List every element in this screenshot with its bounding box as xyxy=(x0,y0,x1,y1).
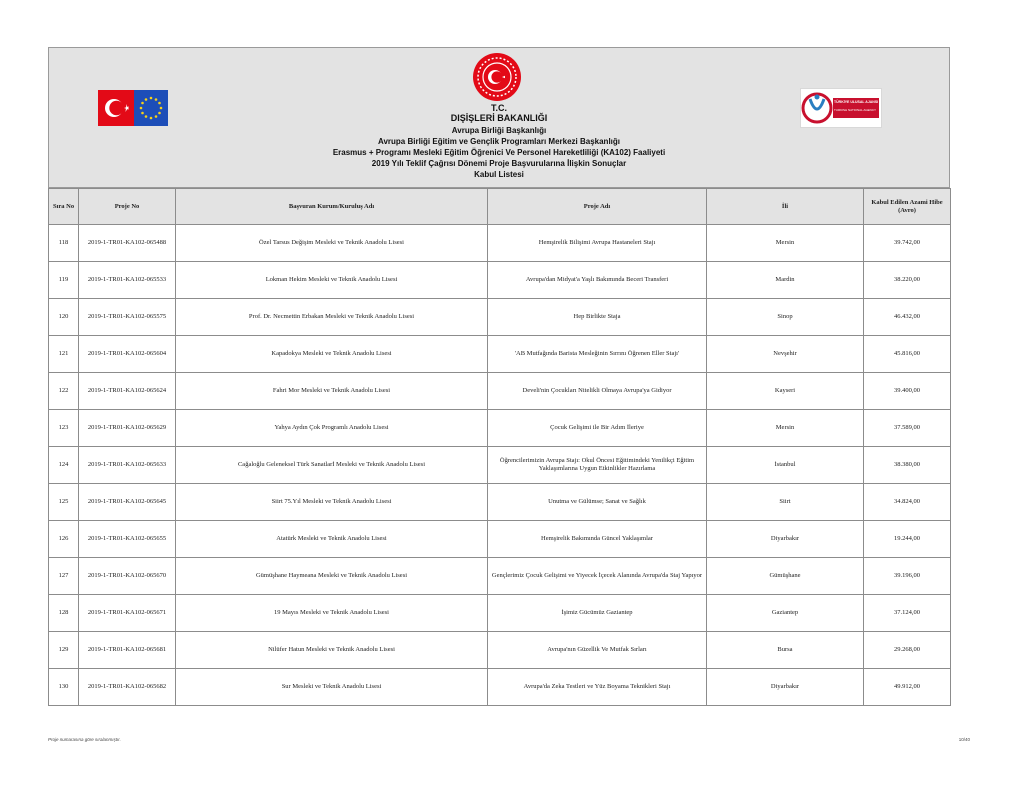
header-program: Erasmus + Programı Mesleki Eğitim Öğrenici Ve Personel Hareketliliği (KA102) Faaliyeti xyxy=(332,148,666,157)
cell-hibe: 38.380,00 xyxy=(864,447,951,484)
cell-sira-no: 129 xyxy=(49,632,79,669)
table-row xyxy=(49,373,951,410)
cell-sira-no: 121 xyxy=(49,336,79,373)
cell-proje-adi: Çocuk Gelişimi ile Bir Adım İleriye xyxy=(488,410,707,447)
cell-proje-adi: Develi'nin Çocukları Nitelikli Olmaya Avrupa'ya Gidiyor xyxy=(488,373,707,410)
cell-sira-no: 127 xyxy=(49,558,79,595)
cell-il: İstanbul xyxy=(707,447,864,484)
ministry-seal-icon xyxy=(472,52,522,102)
cell-kurum: Sur Mesleki ve Teknik Anadolu Lisesi xyxy=(176,669,488,706)
cell-il: Mersin xyxy=(707,410,864,447)
cell-il: Siirt xyxy=(707,484,864,521)
table-row xyxy=(49,447,951,484)
header-call-results: 2019 Yılı Teklif Çağrısı Dönemi Proje Başvurularına İlişkin Sonuçlar xyxy=(371,159,627,168)
cell-proje-no: 2019-1-TR01-KA102-065533 xyxy=(79,262,176,299)
cell-kurum: Cağaloğlu Geleneksel Türk Sanatlarİ Mesleki ve Teknik Anadolu Lisesi xyxy=(176,447,488,484)
table-row xyxy=(49,669,951,706)
table-row xyxy=(49,225,951,262)
cell-hibe: 38.220,00 xyxy=(864,262,951,299)
column-header-proje-adi: Proje Adı xyxy=(488,189,707,225)
table-row xyxy=(49,484,951,521)
table-row xyxy=(49,521,951,558)
cell-hibe: 29.268,00 xyxy=(864,632,951,669)
header-tc: T.C. xyxy=(490,103,507,113)
cell-il: Kayseri xyxy=(707,373,864,410)
cell-hibe: 37.589,00 xyxy=(864,410,951,447)
cell-sira-no: 122 xyxy=(49,373,79,410)
cell-proje-adi: Avrupa'da Zeka Testleri ve Yüz Boyama Teknikleri Stajı xyxy=(488,669,707,706)
cell-il: Nevşehir xyxy=(707,336,864,373)
cell-proje-adi: Öğrencilerimizin Avrupa Stajı: Okul Öncesi Eğitimindeki Yenilikçi Eğitim Yaklaşımlarına Uygun Etkinlikler Hazırlama xyxy=(488,447,707,484)
header-list-title: Kabul Listesi xyxy=(474,170,524,179)
column-header-proje-no: Proje No xyxy=(79,189,176,225)
cell-hibe: 45.816,00 xyxy=(864,336,951,373)
table-row xyxy=(49,336,951,373)
cell-kurum: Özel Tarsus Değişim Mesleki ve Teknik Anadolu Lisesi xyxy=(176,225,488,262)
cell-proje-no: 2019-1-TR01-KA102-065681 xyxy=(79,632,176,669)
cell-hibe: 39.742,00 xyxy=(864,225,951,262)
cell-proje-adi: 'AB Mutfağında Barista Mesleğinin Sırrını Öğrenen Eller Stajı' xyxy=(488,336,707,373)
cell-il: Mardin xyxy=(707,262,864,299)
cell-kurum: Nilüfer Hatun Mesleki ve Teknik Anadolu Lisesi xyxy=(176,632,488,669)
cell-proje-adi: Hep Birlikte Staja xyxy=(488,299,707,336)
column-header-il: İli xyxy=(707,189,864,225)
cell-il: Sinop xyxy=(707,299,864,336)
cell-il: Diyarbakır xyxy=(707,521,864,558)
cell-proje-no: 2019-1-TR01-KA102-065671 xyxy=(79,595,176,632)
cell-proje-no: 2019-1-TR01-KA102-065682 xyxy=(79,669,176,706)
agency-logo-subtext: TURKISH NATIONAL AGENCY xyxy=(834,108,877,112)
cell-proje-no: 2019-1-TR01-KA102-065488 xyxy=(79,225,176,262)
header-ministry: DIŞİŞLERİ BAKANLIĞI xyxy=(450,113,548,123)
cell-proje-adi: Avrupa'nın Güzellik Ve Mutfak Sırları xyxy=(488,632,707,669)
cell-sira-no: 118 xyxy=(49,225,79,262)
cell-sira-no: 120 xyxy=(49,299,79,336)
cell-il: Diyarbakır xyxy=(707,669,864,706)
header-eu-presidency: Avrupa Birliği Başkanlığı xyxy=(451,126,547,135)
cell-proje-adi: Unutma ve Gülümse; Sanat ve Sağlık xyxy=(488,484,707,521)
cell-hibe: 34.824,00 xyxy=(864,484,951,521)
cell-kurum: Prof. Dr. Necmettin Erbakan Mesleki ve Teknik Anadolu Lisesi xyxy=(176,299,488,336)
cell-sira-no: 128 xyxy=(49,595,79,632)
cell-proje-no: 2019-1-TR01-KA102-065575 xyxy=(79,299,176,336)
cell-proje-adi: Hemşirelik Bakımında Güncel Yaklaşımlar xyxy=(488,521,707,558)
table-row xyxy=(49,632,951,669)
cell-proje-no: 2019-1-TR01-KA102-065624 xyxy=(79,373,176,410)
cell-hibe: 46.432,00 xyxy=(864,299,951,336)
cell-il: Mersin xyxy=(707,225,864,262)
cell-proje-adi: Hemşirelik Bilişimi Avrupa Hastaneleri Stajı xyxy=(488,225,707,262)
cell-kurum: Gümüşhane Haymeana Mesleki ve Teknik Anadolu Lisesi xyxy=(176,558,488,595)
cell-hibe: 37.124,00 xyxy=(864,595,951,632)
results-table xyxy=(48,188,951,706)
cell-kurum: Kapadokya Mesleki ve Teknik Anadolu Lisesi xyxy=(176,336,488,373)
cell-kurum: Lokman Hekim Mesleki ve Teknik Anadolu Lisesi xyxy=(176,262,488,299)
cell-kurum: Yahya Aydın Çok Programlı Anadolu Lisesi xyxy=(176,410,488,447)
cell-proje-adi: Avrupa'dan Midyat'a Yaşlı Bakımında Beceri Transferi xyxy=(488,262,707,299)
footnote: Proje numarasına göre sıralanmıştır. xyxy=(48,737,121,742)
cell-sira-no: 124 xyxy=(49,447,79,484)
cell-sira-no: 125 xyxy=(49,484,79,521)
cell-kurum: Atatürk Mesleki ve Teknik Anadolu Lisesi xyxy=(176,521,488,558)
cell-proje-no: 2019-1-TR01-KA102-065670 xyxy=(79,558,176,595)
cell-il: Gaziantep xyxy=(707,595,864,632)
table-row xyxy=(49,299,951,336)
cell-proje-adi: Gençlerimiz Çocuk Gelişimi ve Yiyecek İçecek Alanında Avrupa'da Staj Yapıyor xyxy=(488,558,707,595)
table-row xyxy=(49,262,951,299)
cell-sira-no: 119 xyxy=(49,262,79,299)
cell-il: Gümüşhane xyxy=(707,558,864,595)
agency-logo-text: TÜRKİYE ULUSAL AJANSI xyxy=(834,100,879,104)
header-center: Avrupa Birliği Eğitim ve Gençlik Programları Merkezi Başkanlığı xyxy=(377,137,620,146)
cell-proje-no: 2019-1-TR01-KA102-065655 xyxy=(79,521,176,558)
column-header-hibe: Kabul Edilen Azami Hibe (Avro) xyxy=(864,189,951,225)
cell-hibe: 19.244,00 xyxy=(864,521,951,558)
cell-kurum: Siirt 75.Yıl Mesleki ve Teknik Anadolu Lisesi xyxy=(176,484,488,521)
cell-hibe: 39.400,00 xyxy=(864,373,951,410)
column-header-kurum: Başvuran Kurum/Kuruluş Adı xyxy=(176,189,488,225)
cell-sira-no: 130 xyxy=(49,669,79,706)
table-header-row xyxy=(49,189,951,225)
cell-proje-no: 2019-1-TR01-KA102-065604 xyxy=(79,336,176,373)
cell-proje-no: 2019-1-TR01-KA102-065629 xyxy=(79,410,176,447)
column-header-sira-no: Sıra No xyxy=(49,189,79,225)
cell-hibe: 49.912,00 xyxy=(864,669,951,706)
table-row xyxy=(49,595,951,632)
cell-sira-no: 126 xyxy=(49,521,79,558)
table-row xyxy=(49,410,951,447)
page-number: 10/40 xyxy=(958,737,970,742)
cell-kurum: 19 Mayıs Mesleki ve Teknik Anadolu Lisesi xyxy=(176,595,488,632)
cell-proje-no: 2019-1-TR01-KA102-065633 xyxy=(79,447,176,484)
cell-il: Bursa xyxy=(707,632,864,669)
table-row xyxy=(49,558,951,595)
cell-proje-no: 2019-1-TR01-KA102-065645 xyxy=(79,484,176,521)
cell-kurum: Fahri Mor Mesleki ve Teknik Anadolu Lisesi xyxy=(176,373,488,410)
cell-hibe: 39.196,00 xyxy=(864,558,951,595)
cell-sira-no: 123 xyxy=(49,410,79,447)
cell-proje-adi: İşimiz Gücümüz Gaziantep xyxy=(488,595,707,632)
